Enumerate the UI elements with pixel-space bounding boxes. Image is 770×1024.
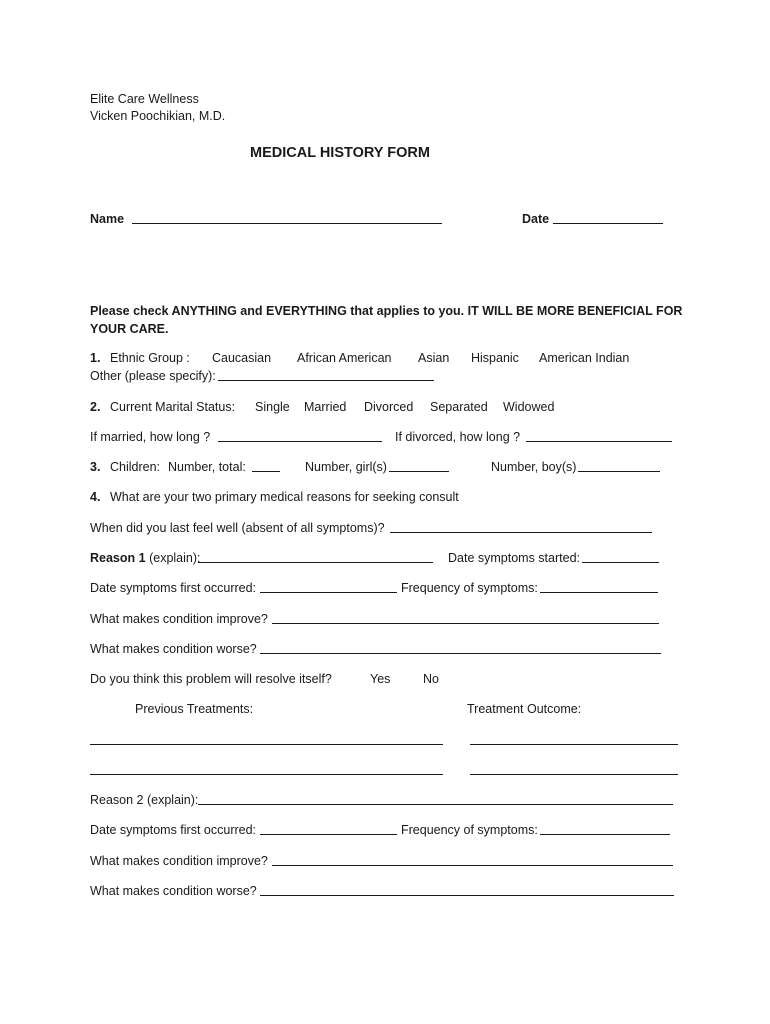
q3-label: Children: bbox=[110, 460, 161, 474]
marital-option-single[interactable]: Single bbox=[255, 400, 290, 414]
ethnic-option-hispanic[interactable]: Hispanic bbox=[471, 351, 519, 365]
ethnic-other-label: Other (please specify): bbox=[90, 369, 216, 383]
name-label: Name bbox=[90, 212, 125, 226]
divorced-how-long-label: If divorced, how long ? bbox=[395, 430, 521, 444]
ethnic-other-field[interactable] bbox=[218, 368, 434, 381]
previous-treatment-field-1[interactable] bbox=[90, 732, 443, 745]
worse-label-2: What makes condition worse? bbox=[90, 884, 257, 898]
reason1-bold-label: Reason 1 bbox=[90, 551, 146, 565]
married-how-long-label: If married, how long ? bbox=[90, 430, 211, 444]
ethnic-option-caucasian[interactable]: Caucasian bbox=[212, 351, 272, 365]
q4-label: What are your two primary medical reasons for seeking consult bbox=[110, 490, 459, 504]
first-occurred-label-1: Date symptoms first occurred: bbox=[90, 581, 257, 595]
symptoms-started-field[interactable] bbox=[582, 550, 659, 563]
last-well-field[interactable] bbox=[390, 520, 652, 533]
first-occurred-field-2[interactable] bbox=[260, 822, 397, 835]
divorced-how-long-field[interactable] bbox=[526, 429, 672, 442]
marital-option-married[interactable]: Married bbox=[304, 400, 347, 414]
reason1-field[interactable] bbox=[198, 550, 433, 563]
frequency-field-1[interactable] bbox=[540, 580, 658, 593]
symptoms-started-label: Date symptoms started: bbox=[448, 551, 580, 565]
marital-option-widowed[interactable]: Widowed bbox=[503, 400, 555, 414]
previous-treatment-field-2[interactable] bbox=[90, 762, 443, 775]
treatment-outcome-field-1[interactable] bbox=[470, 732, 678, 745]
q1-label: Ethnic Group : bbox=[110, 351, 190, 365]
ethnic-option-american-indian[interactable]: American Indian bbox=[539, 351, 630, 365]
treatment-outcome-header: Treatment Outcome: bbox=[467, 702, 582, 716]
children-girls-label: Number, girl(s) bbox=[305, 460, 387, 474]
marital-option-divorced[interactable]: Divorced bbox=[364, 400, 414, 414]
reason1-label: (explain): bbox=[149, 551, 201, 565]
q2-number: 2. bbox=[90, 400, 101, 414]
frequency-field-2[interactable] bbox=[540, 822, 670, 835]
ethnic-option-african-american[interactable]: African American bbox=[297, 351, 392, 365]
children-boys-label: Number, boy(s) bbox=[491, 460, 577, 474]
instructions: Please check ANYTHING and EVERYTHING that applies to you. IT WILL BE MORE BENEFICIAL FOR YOUR CARE. bbox=[90, 304, 683, 336]
practice-name: Elite Care Wellness bbox=[90, 92, 199, 106]
q2-label: Current Marital Status: bbox=[110, 400, 236, 414]
q3-number: 3. bbox=[90, 460, 101, 474]
frequency-label-2: Frequency of symptoms: bbox=[401, 823, 538, 837]
treatment-outcome-field-2[interactable] bbox=[470, 762, 678, 775]
worse-field-2[interactable] bbox=[260, 883, 674, 896]
resolve-label: Do you think this problem will resolve itself? bbox=[90, 672, 332, 686]
q1-number: 1. bbox=[90, 351, 101, 365]
children-boys-field[interactable] bbox=[578, 459, 660, 472]
married-how-long-field[interactable] bbox=[218, 429, 382, 442]
q4-number: 4. bbox=[90, 490, 101, 504]
date-label: Date bbox=[522, 212, 550, 226]
improve-label-2: What makes condition improve? bbox=[90, 854, 268, 868]
children-girls-field[interactable] bbox=[389, 459, 449, 472]
frequency-label-1: Frequency of symptoms: bbox=[401, 581, 538, 595]
first-occurred-label-2: Date symptoms first occurred: bbox=[90, 823, 257, 837]
children-total-label: Number, total: bbox=[168, 460, 246, 474]
improve-field-1[interactable] bbox=[272, 611, 659, 624]
last-well-label: When did you last feel well (absent of all symptoms)? bbox=[90, 521, 385, 535]
worse-field-1[interactable] bbox=[260, 641, 661, 654]
children-total-field[interactable] bbox=[252, 459, 280, 472]
date-field[interactable] bbox=[553, 211, 663, 224]
improve-field-2[interactable] bbox=[272, 853, 673, 866]
marital-option-separated[interactable]: Separated bbox=[430, 400, 488, 414]
previous-treatments-header: Previous Treatments: bbox=[135, 702, 254, 716]
first-occurred-field-1[interactable] bbox=[260, 580, 397, 593]
worse-label-1: What makes condition worse? bbox=[90, 642, 257, 656]
reason2-label: Reason 2 (explain): bbox=[90, 793, 199, 807]
ethnic-option-asian[interactable]: Asian bbox=[418, 351, 450, 365]
improve-label-1: What makes condition improve? bbox=[90, 612, 268, 626]
name-field[interactable] bbox=[132, 211, 442, 224]
form-title: MEDICAL HISTORY FORM bbox=[250, 145, 430, 161]
resolve-option-yes[interactable]: Yes bbox=[370, 672, 391, 686]
reason2-field[interactable] bbox=[198, 792, 673, 805]
doctor-name: Vicken Poochikian, M.D. bbox=[90, 109, 226, 123]
resolve-option-no[interactable]: No bbox=[423, 672, 439, 686]
